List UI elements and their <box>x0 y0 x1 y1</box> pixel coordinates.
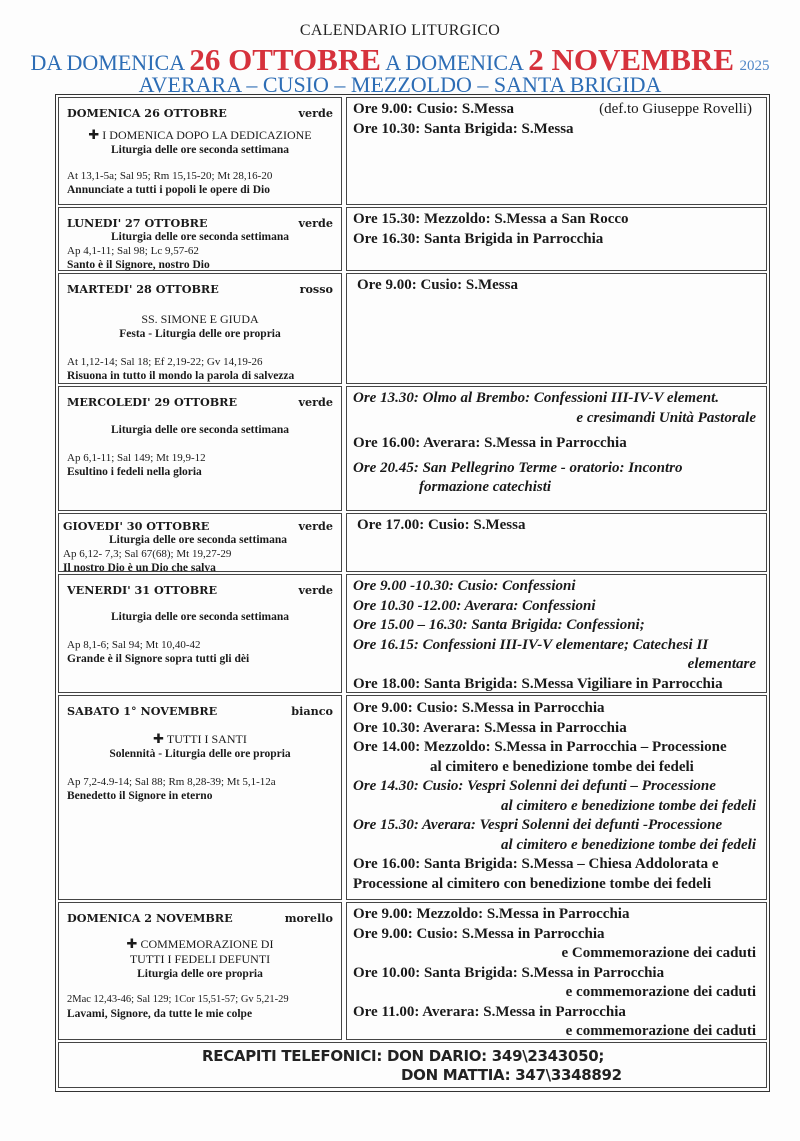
liturgical-color: verde <box>298 583 333 597</box>
event-note: (def.to Giuseppe Rovelli) <box>599 101 752 117</box>
psalm-response: Esultino i fedeli nella gloria <box>67 466 202 478</box>
day-label: MERCOLEDI' 29 OTTOBRE <box>67 395 237 409</box>
event-line: Ore 15.00 – 16.30: Santa Brigida: Confessioni; <box>353 617 645 633</box>
event-continuation: elementare <box>687 656 756 672</box>
event-line: Ore 10.30: Santa Brigida: S.Messa <box>353 120 574 137</box>
liturgy-hours: Liturgia delle ore seconda settimana <box>110 611 290 623</box>
liturgy-cell <box>58 273 342 384</box>
liturgy-cell <box>58 574 342 693</box>
readings: Ap 8,1-6; Sal 94; Mt 10,40-42 <box>67 639 201 651</box>
day-label: LUNEDI' 27 OTTOBRE <box>67 216 208 230</box>
liturgical-color: verde <box>298 216 333 230</box>
liturgy-hours: Liturgia delle ore seconda settimana <box>110 424 290 436</box>
day-row <box>58 695 767 902</box>
liturgy-hours: Festa - Liturgia delle ore propria <box>119 328 281 340</box>
event-line: Ore 15.30: Mezzoldo: S.Messa a San Rocco <box>353 211 629 227</box>
parishes-heading: AVERARA – CUSIO – MEZZOLDO – SANTA BRIGIDA <box>138 72 662 97</box>
psalm-response: Il nostro Dio è un Dio che salva <box>63 562 216 574</box>
liturgy-cell <box>58 386 342 511</box>
psalm-response: Santo è il Signore, nostro Dio <box>67 259 210 271</box>
contact-line-1: RECAPITI TELEFONICI: DON DARIO: 349\2343050; <box>202 1047 605 1065</box>
event-line: Ore 9.00: Cusio: S.Messa in Parrocchia <box>353 925 605 942</box>
day-row <box>58 902 767 1042</box>
event-continuation: e commemorazione dei caduti <box>565 984 756 1000</box>
contacts-box <box>58 1042 767 1088</box>
event-continuation: al cimitero e benedizione tombe dei fedeli <box>501 836 756 853</box>
feast-name: TUTTI I SANTI <box>166 732 247 746</box>
event-continuation: e Commemorazione dei caduti <box>561 945 756 961</box>
event-line: Ore 11.00: Averara: S.Messa in Parrocchia <box>353 1003 626 1020</box>
contact-line-2: DON MATTIA: 347\3348892 <box>401 1066 622 1084</box>
day-row <box>58 207 767 273</box>
day-label: DOMENICA 26 OTTOBRE <box>67 106 227 120</box>
psalm-response: Benedetto il Signore in eterno <box>67 790 213 802</box>
schedule-table <box>55 94 770 1092</box>
feast-name-cont: TUTTI I FEDELI DEFUNTI <box>129 952 271 966</box>
feast-name: COMMEMORAZIONE DI <box>140 937 274 951</box>
event-line: Ore 14.30: Cusio: Vespri Solenni dei defunti – Processione <box>353 778 716 794</box>
range-start: 26 OTTOBRE <box>189 42 381 77</box>
readings: At 1,12-14; Sal 18; Ef 2,19-22; Gv 14,19-26 <box>67 356 263 368</box>
readings: Ap 7,2-4.9-14; Sal 88; Rm 8,28-39; Mt 5,1-12a <box>67 776 276 788</box>
feast-name: I DOMENICA DOPO LA DEDICAZIONE <box>102 128 312 142</box>
range-year: 2025 <box>739 58 770 74</box>
psalm-response: Lavami, Signore, da tutte le mie colpe <box>67 1008 253 1020</box>
day-row <box>58 574 767 695</box>
event-line: Processione al cimitero con benedizione tombe dei fedeli <box>353 875 712 892</box>
event-line: Ore 18.00: Santa Brigida: S.Messa Vigiliare in Parrocchia <box>353 675 723 692</box>
cross-icon: ✚ <box>88 128 100 143</box>
liturgical-color: verde <box>298 395 333 409</box>
event-continuation: formazione catechisti <box>419 479 552 495</box>
events-cell <box>346 97 767 205</box>
liturgy-cell <box>58 513 342 572</box>
liturgy-hours: Liturgia delle ore seconda settimana <box>110 231 290 243</box>
readings: Ap 4,1-11; Sal 98; Lc 9,57-62 <box>67 245 199 257</box>
liturgical-color: rosso <box>299 282 333 296</box>
liturgy-hours: Liturgia delle ore seconda settimana <box>108 534 288 546</box>
event-continuation: e cresimandi Unità Pastorale <box>576 409 756 426</box>
range-end: 2 NOVEMBRE <box>528 42 735 77</box>
event-line: Ore 15.30: Averara: Vespri Solenni dei defunti -Processione <box>353 817 723 833</box>
event-line: Ore 16.00: Santa Brigida: S.Messa – Chiesa Addolorata e <box>353 856 719 872</box>
event-line: Ore 17.00: Cusio: S.Messa <box>357 517 526 533</box>
day-row <box>58 97 767 207</box>
day-label: DOMENICA 2 NOVEMBRE <box>67 911 233 925</box>
events-cell <box>346 574 767 693</box>
cross-icon: ✚ <box>153 732 165 747</box>
event-line: Ore 9.00: Mezzoldo: S.Messa in Parrocchia <box>353 906 630 922</box>
event-line: Ore 9.00: Cusio: S.Messa <box>357 277 518 293</box>
liturgical-color: verde <box>298 519 333 533</box>
feast-name: SS. SIMONE E GIUDA <box>141 312 259 326</box>
liturgy-cell <box>58 695 342 900</box>
day-row <box>58 273 767 386</box>
events-cell <box>346 513 767 572</box>
events-cell <box>346 902 767 1040</box>
liturgy-cell <box>58 207 342 271</box>
calendar-title: CALENDARIO LITURGICO <box>299 22 501 39</box>
cross-icon: ✚ <box>126 937 138 952</box>
event-line: Ore 10.00: Santa Brigida: S.Messa in Parrocchia <box>353 964 665 981</box>
event-continuation: al cimitero e benedizione tombe dei fedeli <box>501 797 756 814</box>
day-row <box>58 513 767 574</box>
psalm-response: Risuona in tutto il mondo la parola di salvezza <box>67 370 295 382</box>
event-line: Ore 9.00 -10.30: Cusio: Confessioni <box>353 578 576 594</box>
liturgy-cell <box>58 97 342 205</box>
events-cell <box>346 207 767 271</box>
liturgy-hours: Solennità - Liturgia delle ore propria <box>109 748 291 760</box>
readings: Ap 6,1-11; Sal 149; Mt 19,9-12 <box>67 452 206 464</box>
event-line: Ore 16.30: Santa Brigida in Parrocchia <box>353 230 604 247</box>
readings: Ap 6,12- 7,3; Sal 67(68); Mt 19,27-29 <box>63 548 232 560</box>
event-line: Ore 16.15: Confessioni III-IV-V elementare; Catechesi II <box>353 636 709 653</box>
psalm-response: Annunciate a tutti i popoli le opere di Dio <box>67 184 270 196</box>
event-line: Ore 16.00: Averara: S.Messa in Parrocchia <box>353 435 627 451</box>
liturgy-hours: Liturgia delle ore seconda settimana <box>110 144 290 156</box>
day-label: VENERDI' 31 OTTOBRE <box>67 583 217 597</box>
event-line: Ore 9.00: Cusio: S.Messa (def.to Giuseppe Rovelli) <box>353 100 760 120</box>
event-line: Ore 20.45: San Pellegrino Terme - oratorio: Incontro <box>353 459 683 476</box>
event-line: Ore 10.30 -12.00: Averara: Confessioni <box>353 597 596 614</box>
event-continuation: e commemorazione dei caduti <box>565 1023 756 1039</box>
psalm-response: Grande è il Signore sopra tutti gli dèi <box>67 653 250 665</box>
liturgy-hours: Liturgia delle ore propria <box>137 968 263 980</box>
liturgical-color: verde <box>298 106 333 120</box>
event-continuation: al cimitero e benedizione tombe dei fedeli <box>430 758 694 775</box>
readings: At 13,1-5a; Sal 95; Rm 15,15-20; Mt 28,16-20 <box>67 170 273 182</box>
events-cell <box>346 695 767 900</box>
range-prefix: DA DOMENICA <box>30 50 184 75</box>
day-label: SABATO 1° NOVEMBRE <box>67 704 218 718</box>
event-line: Ore 13.30: Olmo al Brembo: Confessioni III-IV-V element. <box>353 390 719 406</box>
event-line: Ore 14.00: Mezzoldo: S.Messa in Parrocchia – Processione <box>353 739 727 755</box>
liturgical-color: bianco <box>291 704 333 718</box>
liturgy-cell <box>58 902 342 1040</box>
events-cell <box>346 386 767 511</box>
day-label: GIOVEDI' 30 OTTOBRE <box>63 519 210 533</box>
day-row <box>58 386 767 513</box>
readings: 2Mac 12,43-46; Sal 129; 1Cor 15,51-57; Gv 5,21-29 <box>67 994 289 1005</box>
range-mid: A DOMENICA <box>385 50 523 75</box>
event-line: Ore 10.30: Averara: S.Messa in Parrocchia <box>353 719 627 736</box>
event-line: Ore 9.00: Cusio: S.Messa in Parrocchia <box>353 700 605 716</box>
liturgical-color: morello <box>284 911 333 925</box>
events-cell <box>346 273 767 384</box>
day-label: MARTEDI' 28 OTTOBRE <box>67 282 219 296</box>
